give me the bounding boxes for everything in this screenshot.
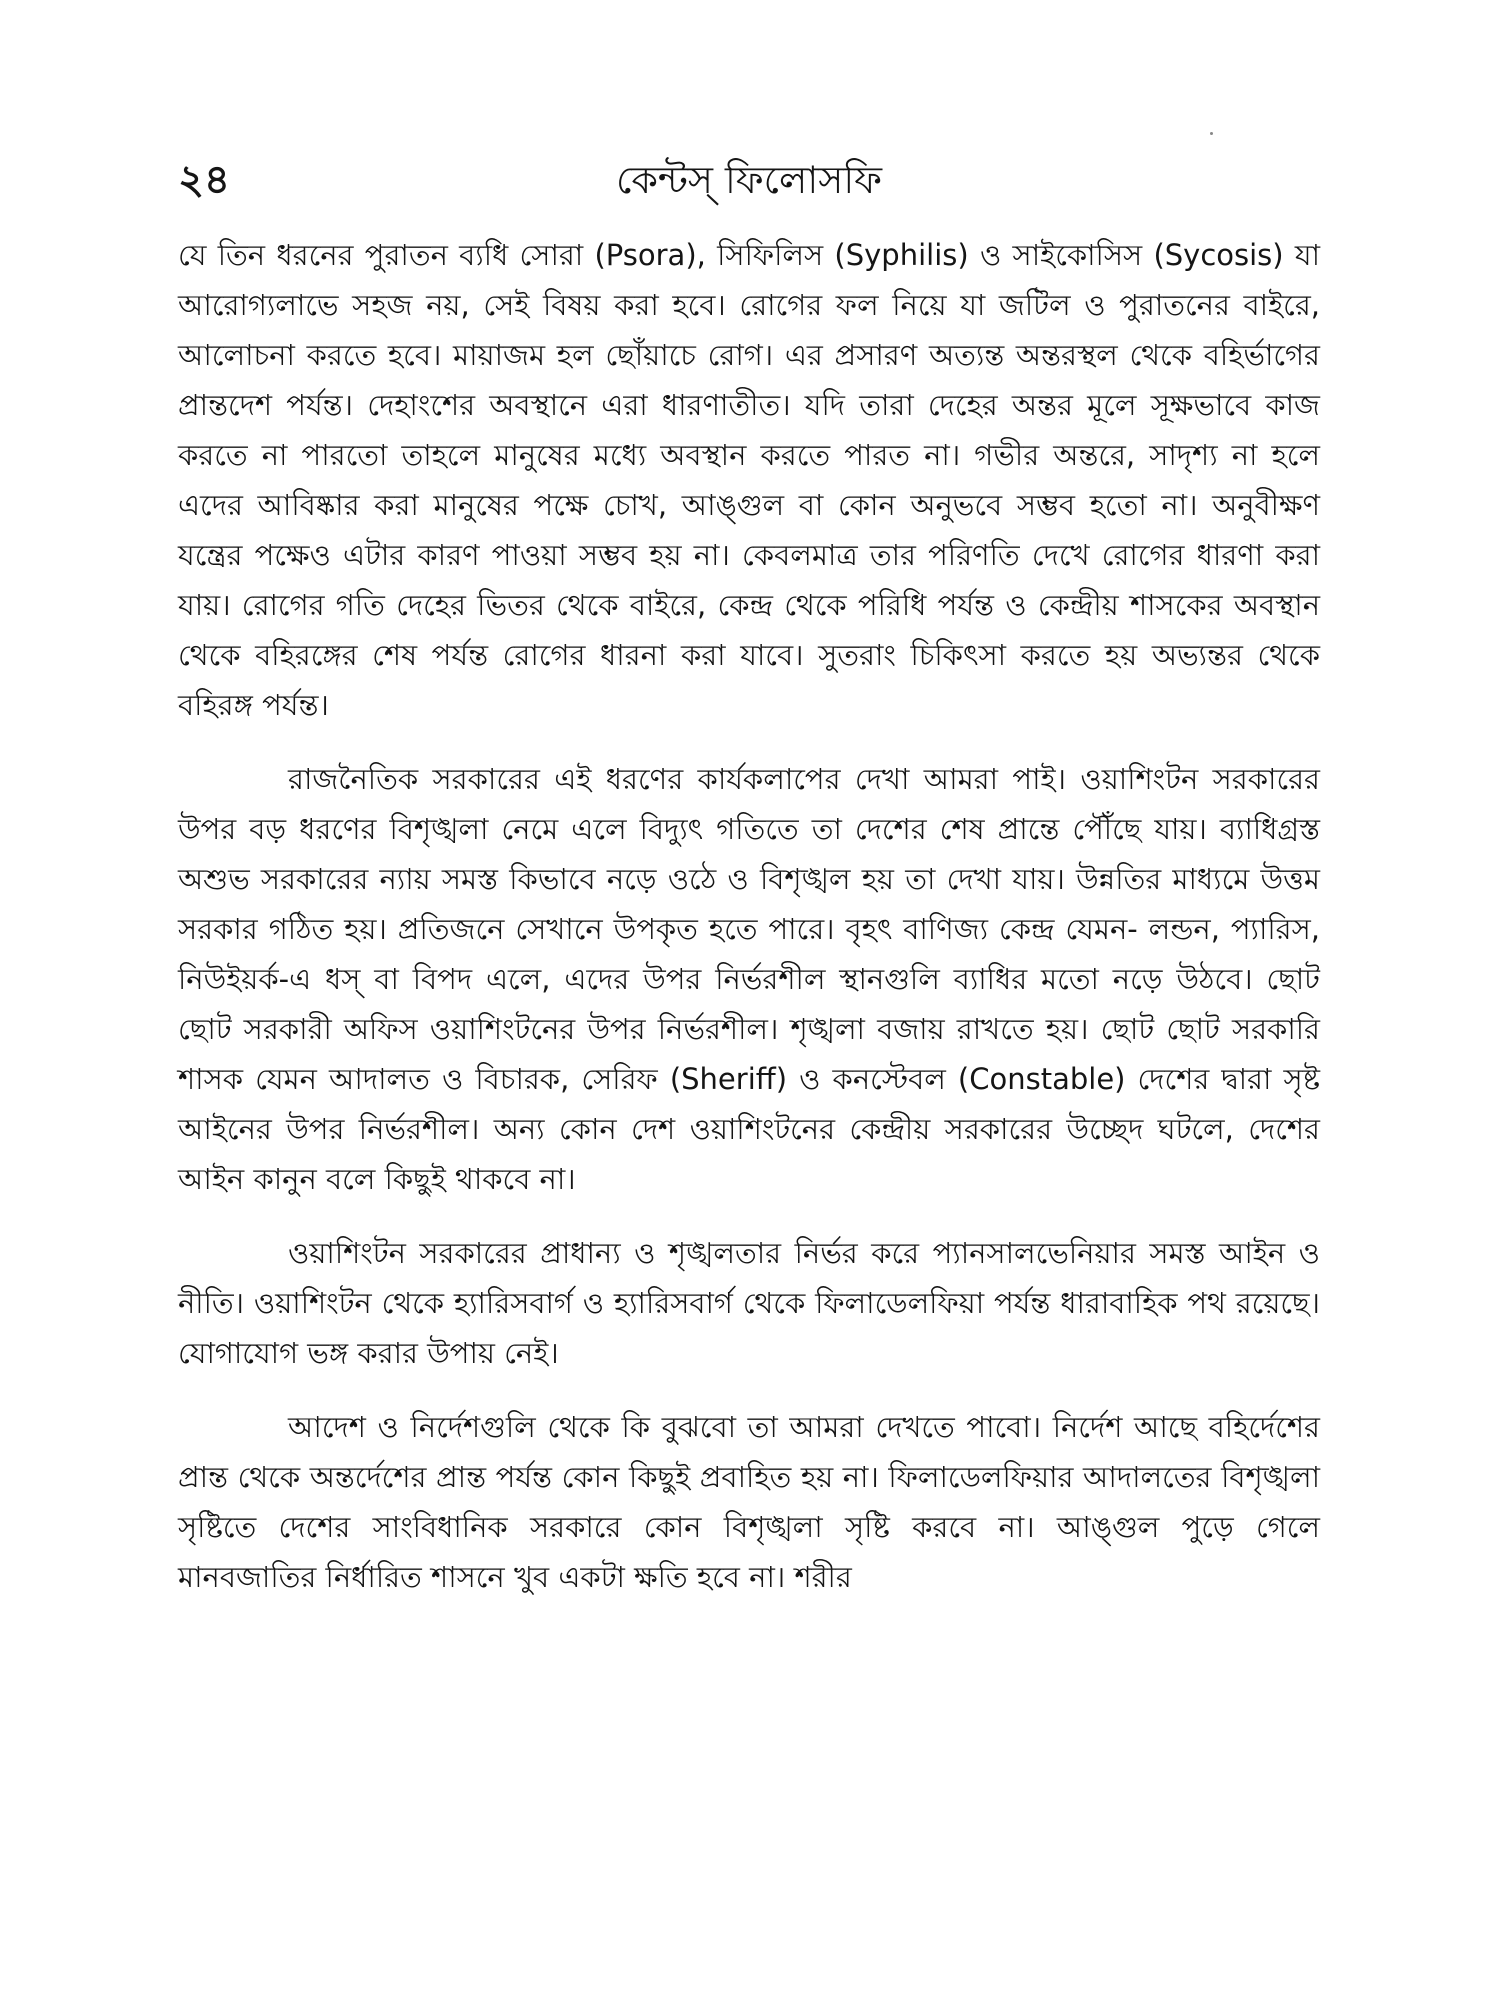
body-text <box>178 230 1320 1602</box>
paragraph-3: ওয়াশিংটন সরকারের প্রাধান্য ও শৃঙ্খলতার নির্ভর করে প্যানসালভেনিয়ার সমস্ত আইন ও নীতি। ওয়াশিংটন থেকে হ্যারিসবার্গ ও হ্যারিসবার্গ থেকে ফিলাডেলফিয়া পর্যন্ত ধারাবাহিক পথ রয়েছে। যোগাযোগ ভঙ্গ করার উপায় নেই। <box>178 1236 1320 1370</box>
page-header <box>178 150 1320 220</box>
paragraph-4: আদেশ ও নির্দেশগুলি থেকে কি বুঝবো তা আমরা দেখতে পাবো। নির্দেশ আছে বহির্দেশের প্রান্ত থেকে অন্তর্দেশের প্রান্ত পর্যন্ত কোন কিছুই প্রবাহিত হয় না। ফিলাডেলফিয়ার আদালতের বিশৃঙ্খলা সৃষ্টিতে দেশের সাংবিধানিক সরকারে কোন বিশৃঙ্খলা সৃষ্টি করবে না। আঙ্গুল পুড়ে গেলে মানবজাতির নির্ধারিত শাসনে খুব একটা ক্ষতি হবে না। শরীর <box>178 1410 1320 1594</box>
scan-speck <box>1210 132 1213 135</box>
running-title: কেন্টস্ ফিলোসফি <box>615 158 883 202</box>
paragraph-2: রাজনৈতিক সরকারের এই ধরণের কার্যকলাপের দেখা আমরা পাই। ওয়াশিংটন সরকারের উপর বড় ধরণের বিশৃঙ্খলা নেমে এলে বিদ্যুৎ গতিতে তা দেশের শেষ প্রান্তে পৌঁছে যায়। ব্যাধিগ্রস্ত অশুভ সরকারের ন্যায় সমস্ত কিভাবে নড়ে ওঠে ও বিশৃঙ্খল হয় তা দেখা যায়। উন্নতির মাধ্যমে উত্তম সরকার গঠিত হয়। প্রতিজনে সেখানে উপকৃত হতে পারে। বৃহৎ বাণিজ্য কেন্দ্র যেমন- লন্ডন, প্যারিস, নিউইয়র্ক-এ ধস্ বা বিপদ এলে, এদের উপর নির্ভরশীল স্থানগুলি ব্যাধির মতো নড়ে উঠবে। ছোট ছোট সরকারী অফিস ওয়াশিংটনের উপর নির্ভরশীল। শৃঙ্খলা বজায় রাখতে হয়। ছোট ছোট সরকারি শাসক যেমন আদালত ও বিচারক, সেরিফ (Sheriff) ও কনস্টেবল (Constable) দেশের দ্বারা সৃষ্ট আইনের উপর নির্ভরশীল। অন্য কোন দেশ ওয়াশিংটনের কেন্দ্রীয় সরকারের উচ্ছেদ ঘটলে, দেশের আইন কানুন বলে কিছুই থাকবে না। <box>178 762 1320 1196</box>
page-number: ২৪ <box>178 157 230 203</box>
paragraph-1: যে তিন ধরনের পুরাতন ব্যধি সোরা (Psora), সিফিলিস (Syphilis) ও সাইকোসিস (Sycosis) যা আরোগ্যলাভে সহজ নয়, সেই বিষয় করা হবে। রোগের ফল নিয়ে যা জটিল ও পুরাতনের বাইরে, আলোচনা করতে হবে। মায়াজম হল ছোঁয়াচে রোগ। এর প্রসারণ অত্যন্ত অন্তরস্থল থেকে বহির্ভাগের প্রান্তদেশ পর্যন্ত। দেহাংশের অবস্থানে এরা ধারণাতীত। যদি তারা দেহের অন্তর মূলে সূক্ষভাবে কাজ করতে না পারতো তাহলে মানুষের মধ্যে অবস্থান করতে পারত না। গভীর অন্তরে, সাদৃশ্য না হলে এদের আবিষ্কার করা মানুষের পক্ষে চোখ, আঙ্গুল বা কোন অনুভবে সম্ভব হতো না। অনুবীক্ষণ যন্ত্রের পক্ষেও এটার কারণ পাওয়া সম্ভব হয় না। কেবলমাত্র তার পরিণতি দেখে রোগের ধারণা করা যায়। রোগের গতি দেহের ভিতর থেকে বাইরে, কেন্দ্র থেকে পরিধি পর্যন্ত ও কেন্দ্রীয় শাসকের অবস্থান থেকে বহিরঙ্গের শেষ পর্যন্ত রোগের ধারনা করা যাবে। সুতরাং চিকিৎসা করতে হয় অভ্যন্তর থেকে বহিরঙ্গ পর্যন্ত। <box>178 238 1320 722</box>
